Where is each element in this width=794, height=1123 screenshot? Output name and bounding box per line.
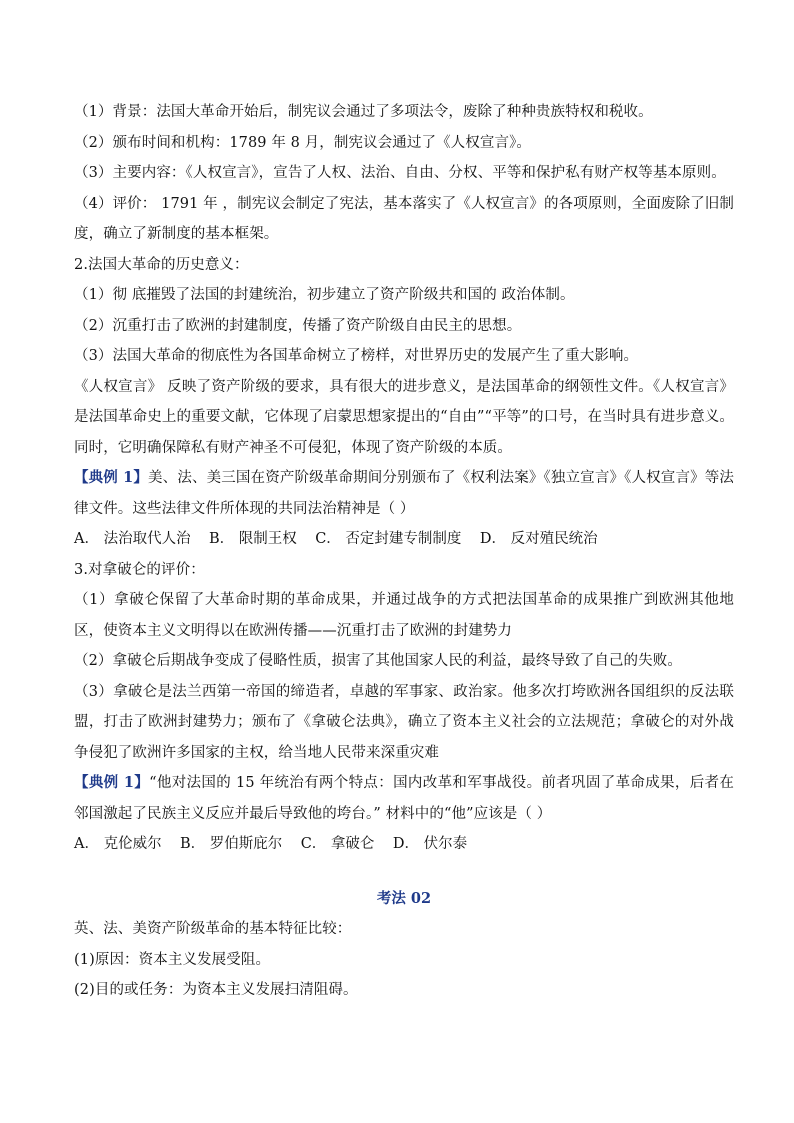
napoleon-item-3: （3）拿破仑是法兰西第一帝国的缔造者，卓越的军事家、政治家。他多次打垮欧洲各国组织的反法联盟，打击了欧洲封建势力；颁布了《拿破仑法典》，确立了资本主义社会的立法规范；拿破仑的对外战争侵犯了欧洲许多国家的主权，给当地人民带来深重灾难 [74,683,734,761]
comparison-item-1: (1)原因：资本主义发展受阻。 [74,951,271,968]
significance-item-1: （1）彻 底摧毁了法国的封建统治，初步建立了资产阶级共和国的 政治体制。 [74,287,575,303]
significance-item-2: （2）沉重打击了欧洲的封建制度，传播了资产阶级自由民主的思想。 [74,317,522,334]
comparison-item-2: (2)目的或任务：为资本主义发展扫清阻碍。 [74,982,358,998]
evaluation-item: （4）评价： 1791 年 ，制宪议会制定了宪法，基本落实了《人权宣言》的各项原则，全面废除了旧制度，确立了新制度的基本框架。 [74,195,734,242]
napoleon-item-1: （1）拿破仑保留了大革命时期的革命成果，并通过战争的方式把法国革命的成果推广到欧洲其他地区，使资本主义文明得以在欧洲传播——沉重打击了欧洲的封建势力 [74,592,734,639]
significance-heading: 2.法国大革命的历史意义： [74,256,249,273]
napoleon-heading: 3.对拿破仑的评价： [74,561,205,578]
issue-time-item: （2）颁布时间和机构：1789 年 8 月，制宪议会通过了《人权宣言》。 [74,134,532,151]
main-content-item: （3）主要内容：《人权宣言》，宣告了人权、法治、自由、分权、平等和保护私有财产权等基本原则。 [74,165,726,181]
answer-options-2: A． 克伦威尔 B． 罗伯斯庇尔 C． 拿破仑 D． 伏尔泰 [74,836,468,852]
example-question-1 [74,463,734,524]
answer-options-1: A． 法治取代人治 B． 限制王权 C． 否定封建专制制度 D． 反对殖民统治 [74,531,598,547]
declaration-note: 《人权宣言》 反映了资产阶级的要求，具有很大的进步意义，是法国革命的纲领性文件。《人权宣言》是法国革命史上的重要文献，它体现了启蒙思想家提出的“自由”“平等”的口号，在当时具有进步意义。同时，它明确保障私有财产神圣不可侵犯，体现了资产阶级的本质。 [74,378,734,456]
example-tag: 【典例 1】 [74,774,150,791]
example-tag: 【典例 1】 [74,469,149,486]
napoleon-item-2: （2）拿破仑后期战争变成了侵略性质，损害了其他国家人民的利益，最终导致了自己的失败。 [74,653,682,669]
comparison-heading: 英、法、美资产阶级革命的基本特征比较： [74,921,352,937]
background-item: （1）背景：法国大革命开始后，制宪议会通过了多项法令，废除了种种贵族特权和税收。 [74,104,653,120]
significance-item-3: （3）法国大革命的彻底性为各国革命树立了榜样，对世界历史的发展产生了重大影响。 [74,348,639,364]
example-text: “他对法国的 15 年统治有两个特点：国内改革和军事战役。前者巩固了革命成果，后者在邻国激起了民族主义反应并最后导致他的垮台。” 材料中的“他”应该是（ ） [74,775,734,822]
example-text: 美、法、美三国在资产阶级革命期间分别颁布了《权利法案》《独立宣言》《人权宣言》等法律文件。这些法律文件所体现的共同法治精神是（ ） [74,470,734,517]
kaofa-title: 考法 02 [376,889,432,907]
example-question-2 [74,768,734,829]
